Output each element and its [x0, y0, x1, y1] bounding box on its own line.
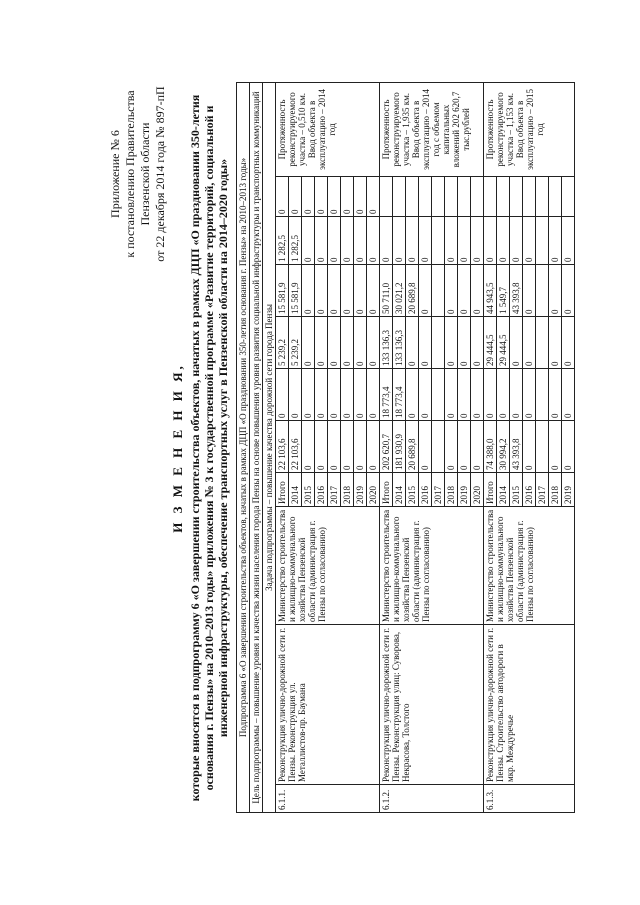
amount-cell: 0: [419, 421, 432, 473]
amount-cell: 22 103,6: [289, 421, 302, 473]
amount-cell: 0: [367, 369, 380, 421]
amount-cell: 0: [354, 177, 367, 217]
task-cell: Задача подпрограммы – повышение качества дорожной сети города Пензы: [263, 82, 276, 812]
amount-cell: 0: [354, 217, 367, 265]
amount-cell: [497, 177, 510, 217]
amount-cell: 0: [302, 217, 315, 265]
amount-cell: 0: [471, 421, 484, 473]
amount-cell: 0: [510, 217, 523, 265]
item-name: Реконструкция улично-дорожной сети г. Пензы. Строительство автодороги в мкр. Междуречье: [484, 625, 575, 785]
amount-cell: 0: [562, 317, 575, 369]
amount-cell: [393, 177, 406, 217]
amount-cell: [406, 177, 419, 217]
amount-cell: [523, 177, 536, 217]
amount-cell: 0: [367, 421, 380, 473]
amount-cell: 0: [549, 369, 562, 421]
year-cell: 2018: [445, 473, 458, 507]
amount-cell: 0: [523, 217, 536, 265]
table-row: [484, 82, 497, 812]
program-row: [237, 82, 250, 812]
amount-cell: 0: [302, 177, 315, 217]
task-row: [263, 82, 276, 812]
amount-cell: 0: [419, 217, 432, 265]
amount-cell: [536, 369, 549, 421]
amount-cell: 0: [471, 265, 484, 317]
amount-cell: 0: [458, 421, 471, 473]
amount-cell: 0: [328, 265, 341, 317]
amount-cell: [432, 421, 445, 473]
appendix-line: Приложение № 6: [108, 130, 122, 218]
amount-cell: 0: [367, 265, 380, 317]
amount-cell: [380, 177, 393, 217]
amount-cell: 0: [445, 265, 458, 317]
amount-cell: [549, 177, 562, 217]
item-executor: Министерство строительства и жилищно-коммунального хозяйства Пензенской области (администрация г. Пензы по согласованию): [380, 507, 484, 625]
year-cell: 2014: [289, 473, 302, 507]
item-executor: Министерство строительства и жилищно-коммунального хозяйства Пензенской области (администрация г. Пензы по согласованию): [276, 507, 380, 625]
amount-cell: 202 620,7: [380, 421, 393, 473]
amount-cell: 0: [354, 421, 367, 473]
amount-cell: 0: [354, 265, 367, 317]
amount-cell: 0: [471, 217, 484, 265]
appendix-line: к постановлению Правительства: [123, 90, 137, 258]
amount-cell: 0: [549, 217, 562, 265]
amount-cell: 0: [562, 369, 575, 421]
amount-cell: [536, 421, 549, 473]
document-title: И З М Е Н Е Н И Я,: [170, 363, 185, 533]
amount-cell: 0: [315, 265, 328, 317]
amount-cell: 0: [341, 217, 354, 265]
amount-cell: 0: [471, 369, 484, 421]
year-cell: 2018: [341, 473, 354, 507]
amount-cell: 18 773,4: [380, 369, 393, 421]
amount-cell: 0: [315, 317, 328, 369]
amount-cell: 1 282,5: [289, 217, 302, 265]
amount-cell: 0: [549, 421, 562, 473]
amount-cell: 44 943,5: [484, 265, 497, 317]
amount-cell: 0: [328, 369, 341, 421]
document-subtitle: которые вносятся в подпрограмму 6 «О завершении строительства объектов, начатых в рамках ДЦП «О праздновании 350-летия основания г. Пензы» на 2010–2013 годы» приложения № 3 к государственной программе «Развитие территорий, социальной и инженерной инфраструктуры, обеспечение транспортных услуг в Пензенской области на 2014–2020 годы»: [188, 94, 230, 802]
amount-cell: 133 136,3: [393, 317, 406, 369]
amount-cell: 0: [315, 421, 328, 473]
amount-cell: 0: [328, 217, 341, 265]
amount-cell: 0: [315, 217, 328, 265]
year-cell: 2018: [549, 473, 562, 507]
amount-cell: 0: [406, 317, 419, 369]
amount-cell: [471, 177, 484, 217]
amount-cell: 0: [289, 177, 302, 217]
amount-cell: [432, 177, 445, 217]
amount-cell: 0: [367, 217, 380, 265]
amount-cell: 0: [276, 369, 289, 421]
year-cell: 2016: [315, 473, 328, 507]
amount-cell: 0: [510, 317, 523, 369]
amount-cell: 5 239,2: [289, 317, 302, 369]
amount-cell: 29 444,5: [484, 317, 497, 369]
amount-cell: [484, 177, 497, 217]
amount-cell: 0: [367, 177, 380, 217]
amount-cell: 0: [458, 265, 471, 317]
amount-cell: 5 239,2: [276, 317, 289, 369]
amount-cell: 0: [445, 421, 458, 473]
goal-row: [250, 82, 263, 812]
amount-cell: 0: [354, 317, 367, 369]
item-name: Реконструкция улично-дорожной сети г. Пензы. Реконструкция ул. Металлистов-пр. Баумана: [276, 625, 380, 785]
year-cell: 2019: [354, 473, 367, 507]
amount-cell: 0: [289, 369, 302, 421]
amount-cell: 0: [523, 369, 536, 421]
amount-cell: [536, 317, 549, 369]
year-cell: Итого: [380, 473, 393, 507]
item-indicator: Протяженность реконструируемого участка – 1,153 км. Ввод объекта в эксплуатацию – 2015 год: [484, 82, 575, 176]
year-cell: 2015: [302, 473, 315, 507]
amount-cell: 133 136,3: [380, 317, 393, 369]
changes-table: [236, 82, 575, 813]
program-cell: Подпрограмма 6 «О завершении строительства объектов, начатых в рамках ДЦП «О праздновании 350-летия основания г. Пензы» на 2010–2013 годы»: [237, 82, 250, 812]
document-heading: [170, 83, 230, 813]
amount-cell: 1 549,7: [497, 265, 510, 317]
amount-cell: 22 103,6: [276, 421, 289, 473]
year-cell: 2017: [536, 473, 549, 507]
year-cell: Итого: [276, 473, 289, 507]
amount-cell: 0: [562, 421, 575, 473]
amount-cell: 0: [419, 317, 432, 369]
year-cell: 2015: [510, 473, 523, 507]
year-cell: 2017: [432, 473, 445, 507]
amount-cell: 0: [445, 217, 458, 265]
amount-cell: 20 689,8: [406, 421, 419, 473]
amount-cell: 0: [406, 217, 419, 265]
amount-cell: 0: [562, 265, 575, 317]
amount-cell: [432, 317, 445, 369]
year-cell: 2014: [393, 473, 406, 507]
amount-cell: 20 689,8: [406, 265, 419, 317]
amount-cell: [432, 265, 445, 317]
amount-cell: 15 581,9: [289, 265, 302, 317]
amount-cell: 0: [341, 317, 354, 369]
amount-cell: 50 711,0: [380, 265, 393, 317]
amount-cell: 0: [341, 177, 354, 217]
amount-cell: 0: [497, 217, 510, 265]
amount-cell: 0: [302, 421, 315, 473]
amount-cell: 0: [328, 317, 341, 369]
year-cell: 2014: [497, 473, 510, 507]
goal-cell: Цель подпрограммы – повышение уровня и качества жизни населения города Пензы на основе повышения уровня развития социальной инфраструктуры и транспортных коммуникаций: [250, 82, 263, 812]
year-cell: 2016: [419, 473, 432, 507]
amount-cell: 0: [484, 217, 497, 265]
amount-cell: 0: [380, 217, 393, 265]
amount-cell: 30 021,2: [393, 265, 406, 317]
amount-cell: 0: [458, 317, 471, 369]
amount-cell: 0: [406, 369, 419, 421]
year-cell: 2016: [523, 473, 536, 507]
appendix-line: Пензенской области: [138, 122, 152, 226]
item-number: 6.1.3.: [484, 785, 575, 813]
amount-cell: [536, 217, 549, 265]
amount-cell: [536, 265, 549, 317]
amount-cell: 0: [419, 265, 432, 317]
amount-cell: 0: [341, 369, 354, 421]
amount-cell: 0: [276, 177, 289, 217]
appendix-note: [108, 24, 168, 324]
amount-cell: 0: [523, 421, 536, 473]
amount-cell: 0: [523, 317, 536, 369]
item-number: 6.1.1.: [276, 785, 380, 813]
item-name: Реконструкция улично-дорожной сети г. Пензы. Реконструкция улиц: Суворова, Некрасова, Толстого: [380, 625, 484, 785]
amount-cell: 0: [328, 421, 341, 473]
amount-cell: 0: [471, 317, 484, 369]
amount-cell: 43 393,8: [510, 421, 523, 473]
amount-cell: 181 930,9: [393, 421, 406, 473]
amount-cell: 74 388,0: [484, 421, 497, 473]
year-cell: Итого: [484, 473, 497, 507]
table-row: [380, 82, 393, 812]
amount-cell: 0: [523, 265, 536, 317]
amount-cell: 0: [302, 369, 315, 421]
amount-cell: 0: [367, 317, 380, 369]
amount-cell: 0: [354, 369, 367, 421]
amount-cell: 0: [341, 421, 354, 473]
amount-cell: 0: [510, 369, 523, 421]
year-cell: 2017: [328, 473, 341, 507]
amount-cell: 0: [445, 317, 458, 369]
year-cell: 2015: [406, 473, 419, 507]
year-cell: 2019: [562, 473, 575, 507]
amount-cell: 0: [315, 177, 328, 217]
appendix-line: от 22 декабря 2014 года № 897-пП: [153, 86, 167, 262]
amount-cell: [536, 177, 549, 217]
amount-cell: 0: [341, 265, 354, 317]
amount-cell: [458, 177, 471, 217]
amount-cell: 0: [562, 217, 575, 265]
amount-cell: 0: [484, 369, 497, 421]
amount-cell: 0: [315, 369, 328, 421]
amount-cell: 0: [497, 369, 510, 421]
amount-cell: 0: [549, 317, 562, 369]
amount-cell: 0: [549, 265, 562, 317]
amount-cell: 18 773,4: [393, 369, 406, 421]
amount-cell: [562, 177, 575, 217]
amount-cell: 0: [445, 369, 458, 421]
item-indicator: Протяженность реконструируемого участка – 1,935 км. Ввод объекта в эксплуатацию – 2014 год с объемом капитальных вложений 202 620,7 тыс.рублей: [380, 82, 484, 176]
table-row: [276, 82, 289, 812]
amount-cell: [510, 177, 523, 217]
year-cell: 2019: [458, 473, 471, 507]
amount-cell: 15 581,9: [276, 265, 289, 317]
amount-cell: 0: [302, 265, 315, 317]
amount-cell: 0: [393, 217, 406, 265]
item-number: 6.1.2.: [380, 785, 484, 813]
amount-cell: 1 282,5: [276, 217, 289, 265]
amount-cell: 29 444,5: [497, 317, 510, 369]
amount-cell: 0: [458, 217, 471, 265]
item-executor: Министерство строительства и жилищно-коммунального хозяйства Пензенской области (администрация г. Пензы по согласованию): [484, 507, 575, 625]
amount-cell: 0: [458, 369, 471, 421]
amount-cell: [445, 177, 458, 217]
amount-cell: [432, 217, 445, 265]
amount-cell: 0: [419, 369, 432, 421]
amount-cell: [419, 177, 432, 217]
amount-cell: 30 994,2: [497, 421, 510, 473]
amount-cell: 0: [302, 317, 315, 369]
year-cell: 2020: [471, 473, 484, 507]
amount-cell: 43 393,8: [510, 265, 523, 317]
year-cell: 2020: [367, 473, 380, 507]
amount-cell: 0: [328, 177, 341, 217]
amount-cell: [432, 369, 445, 421]
item-indicator: Протяженность реконструируемого участка – 0,510 км. Ввод объекта в эксплуатацию – 2014 год: [276, 82, 380, 176]
